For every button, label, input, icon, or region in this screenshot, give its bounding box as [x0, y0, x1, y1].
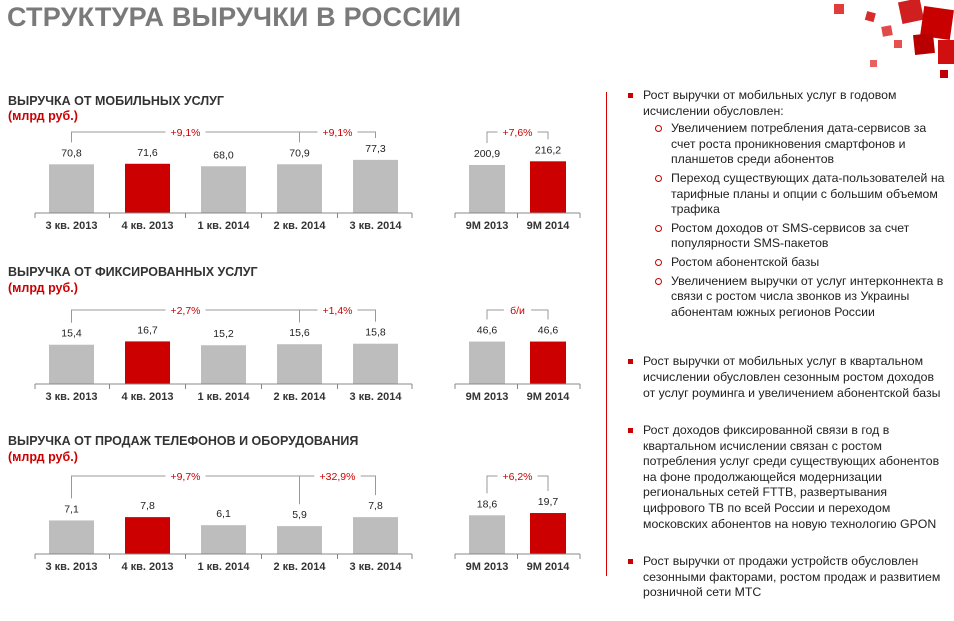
category-label-fixed-quarterly-2: 1 кв. 2014 [197, 391, 250, 403]
data-label-devices-9m-0: 18,6 [476, 498, 498, 511]
data-label-fixed-quarterly-1: 16,7 [137, 324, 158, 337]
sub-item-text: Увеличением выручки от услуг интерконнекта в связи с ростом числа звонков из Украины абонентам южных регионов России [671, 273, 944, 319]
quarterly-bars-mobile-quarterly [35, 125, 412, 232]
category-label-mobile-quarterly-2: 1 кв. 2014 [197, 220, 250, 232]
column-divider [606, 92, 607, 576]
bar-mobile-quarterly-3 [277, 164, 322, 213]
chart-devices-revenue [0, 464, 600, 582]
chart-fixed-revenue [0, 296, 600, 410]
note-text: Рост выручки от мобильных услуг в годовом исчислении обусловлен: [643, 88, 897, 118]
data-label-fixed-9m-0: 46,6 [476, 324, 498, 337]
growth-label-fixed-quarterly-0: +2,7% [170, 305, 201, 317]
section-unit-devices: (млрд руб.) [8, 450, 78, 464]
growth-label-mobile-quarterly-0: +9,1% [170, 127, 201, 139]
category-label-fixed-quarterly-4: 3 кв. 2014 [349, 391, 402, 403]
category-label-devices-quarterly-0: 3 кв. 2013 [45, 561, 98, 573]
data-label-devices-9m-1: 19,7 [537, 496, 559, 509]
bar-fixed-quarterly-4 [353, 344, 398, 384]
data-label-mobile-9m-0: 200,9 [473, 147, 501, 160]
bar-fixed-quarterly-3 [277, 344, 322, 384]
nine-month-bars-mobile-9m [455, 125, 580, 232]
note-sublist [643, 121, 948, 320]
note-text: Рост доходов фиксированной связи в год в квартальном исчислении связан с ростом потребления услуг среди существующих абонентов на фоне продолжающейся модернизации региональных сетей FTTB, развертывания цифрового ТВ по всей России и переходом московских абонентов на новую технологию GPON [643, 423, 940, 531]
circle-bullet-icon [655, 175, 662, 182]
section-unit-mobile: (млрд руб.) [8, 109, 78, 123]
sub-item [643, 171, 948, 218]
category-label-mobile-9m-1: 9М 2014 [526, 220, 570, 232]
page-title: СТРУКТУРА ВЫРУЧКИ В РОССИИ [7, 2, 462, 32]
category-label-devices-9m-1: 9М 2014 [526, 561, 570, 573]
category-label-devices-quarterly-3: 2 кв. 2014 [273, 561, 326, 573]
data-label-fixed-quarterly-2: 15,2 [213, 328, 234, 341]
quarterly-bars-fixed-quarterly [35, 303, 412, 403]
bar-fixed-quarterly-1 [125, 341, 170, 384]
sub-item-text: Увеличением потребления дата-сервисов за счет роста проникновения смартфонов и планшетов среди абонентов [671, 121, 927, 167]
circle-bullet-icon [655, 225, 662, 232]
bar-fixed-9m-1 [530, 342, 566, 384]
section-title-fixed: ВЫРУЧКА ОТ ФИКСИРОВАННЫХ УСЛУГ [8, 265, 258, 279]
square-bullet-icon [628, 93, 633, 98]
bar-devices-quarterly-1 [125, 517, 170, 554]
quarterly-bars-devices-quarterly [35, 469, 412, 573]
data-label-devices-quarterly-3: 5,9 [292, 509, 307, 522]
category-label-fixed-9m-1: 9М 2014 [526, 391, 570, 403]
data-label-fixed-quarterly-3: 15,6 [289, 327, 310, 340]
note-mobile-yearly [626, 88, 948, 320]
data-label-devices-quarterly-2: 6,1 [216, 508, 231, 521]
data-label-mobile-quarterly-4: 77,3 [365, 142, 386, 155]
chart-mobile-revenue [0, 120, 600, 240]
decorative-cubes-icon [830, 0, 954, 80]
bar-devices-9m-0 [469, 515, 505, 554]
note-text: Рост выручки от мобильных услуг в квартальном исчислении обусловлен сезонным ростом доходов от услуг роуминга и увеличением абонентской базы [643, 354, 941, 400]
bar-mobile-quarterly-4 [353, 160, 398, 213]
growth-label-devices-quarterly-0: +9,7% [170, 471, 201, 483]
sub-item [643, 221, 948, 252]
nine-month-bars-devices-9m [455, 469, 580, 573]
commentary-panel [626, 88, 948, 621]
square-bullet-icon [628, 359, 633, 364]
data-label-devices-quarterly-0: 7,1 [64, 503, 79, 516]
growth-label-fixed-9m-0: б/и [510, 305, 525, 317]
square-bullet-icon [628, 559, 633, 564]
category-label-devices-quarterly-2: 1 кв. 2014 [197, 561, 250, 573]
sub-item-text: Переход существующих дата-пользователей на тарифные планы и опции с большим объемом трафика [671, 170, 945, 217]
category-label-fixed-9m-0: 9М 2013 [465, 391, 509, 403]
bar-mobile-9m-0 [469, 165, 505, 213]
category-label-fixed-quarterly-0: 3 кв. 2013 [45, 391, 98, 403]
bar-fixed-quarterly-2 [201, 345, 246, 384]
category-label-devices-quarterly-1: 4 кв. 2013 [121, 561, 174, 573]
category-label-devices-quarterly-4: 3 кв. 2014 [349, 561, 402, 573]
bar-devices-quarterly-3 [277, 526, 322, 554]
bar-mobile-quarterly-1 [125, 164, 170, 213]
data-label-devices-quarterly-1: 7,8 [140, 500, 155, 513]
section-title-mobile: ВЫРУЧКА ОТ МОБИЛЬНЫХ УСЛУГ [8, 94, 225, 108]
sub-item [643, 274, 948, 321]
data-label-devices-quarterly-4: 7,8 [368, 500, 383, 513]
category-label-mobile-quarterly-3: 2 кв. 2014 [273, 220, 326, 232]
nine-month-bars-fixed-9m [455, 303, 580, 403]
note-mobile-quarterly [626, 354, 948, 401]
data-label-fixed-9m-1: 46,6 [537, 324, 559, 337]
growth-label-mobile-quarterly-1: +9,1% [322, 127, 353, 139]
section-title-devices: ВЫРУЧКА ОТ ПРОДАЖ ТЕЛЕФОНОВ И ОБОРУДОВАНИЯ [8, 434, 359, 448]
data-label-mobile-quarterly-3: 70,9 [289, 147, 310, 160]
data-label-mobile-quarterly-1: 71,6 [137, 146, 158, 159]
data-label-fixed-quarterly-4: 15,8 [365, 326, 386, 339]
bar-fixed-quarterly-0 [49, 345, 94, 384]
bar-devices-quarterly-2 [201, 525, 246, 554]
category-label-mobile-quarterly-1: 4 кв. 2013 [121, 220, 174, 232]
bar-mobile-quarterly-0 [49, 164, 94, 213]
category-label-mobile-quarterly-4: 3 кв. 2014 [349, 220, 402, 232]
circle-bullet-icon [655, 278, 662, 285]
sub-item-text: Ростом абонентской базы [671, 254, 820, 269]
category-label-mobile-quarterly-0: 3 кв. 2013 [45, 220, 98, 232]
sub-item [643, 255, 948, 271]
bar-devices-quarterly-0 [49, 520, 94, 554]
bar-devices-9m-1 [530, 513, 566, 554]
bar-mobile-quarterly-2 [201, 166, 246, 213]
category-label-mobile-9m-0: 9М 2013 [465, 220, 509, 232]
note-text: Рост выручки от продажи устройств обусловлен сезонными факторами, ростом продаж и развитием розничной сети МТС [643, 554, 941, 600]
section-unit-fixed: (млрд руб.) [8, 281, 78, 295]
bar-devices-quarterly-4 [353, 517, 398, 554]
data-label-fixed-quarterly-0: 15,4 [61, 327, 82, 340]
circle-bullet-icon [655, 125, 662, 132]
note-devices [626, 554, 948, 601]
square-bullet-icon [628, 428, 633, 433]
bar-mobile-9m-1 [530, 161, 566, 213]
note-fixed [626, 423, 948, 532]
category-label-fixed-quarterly-1: 4 кв. 2013 [121, 391, 174, 403]
category-label-fixed-quarterly-3: 2 кв. 2014 [273, 391, 326, 403]
sub-item-text: Ростом доходов от SMS-сервисов за счет популярности SMS-пакетов [671, 220, 910, 251]
data-label-mobile-quarterly-2: 68,0 [213, 149, 234, 162]
sub-item [643, 121, 948, 168]
data-label-mobile-9m-1: 216,2 [534, 144, 562, 157]
data-label-mobile-quarterly-0: 70,8 [61, 147, 82, 160]
category-label-devices-9m-0: 9М 2013 [465, 561, 509, 573]
growth-label-mobile-9m-0: +7,6% [502, 127, 533, 139]
circle-bullet-icon [655, 259, 662, 266]
growth-label-devices-quarterly-1: +32,9% [319, 471, 356, 483]
growth-label-fixed-quarterly-1: +1,4% [322, 305, 353, 317]
growth-label-devices-9m-0: +6,2% [502, 471, 533, 483]
bar-fixed-9m-0 [469, 342, 505, 384]
